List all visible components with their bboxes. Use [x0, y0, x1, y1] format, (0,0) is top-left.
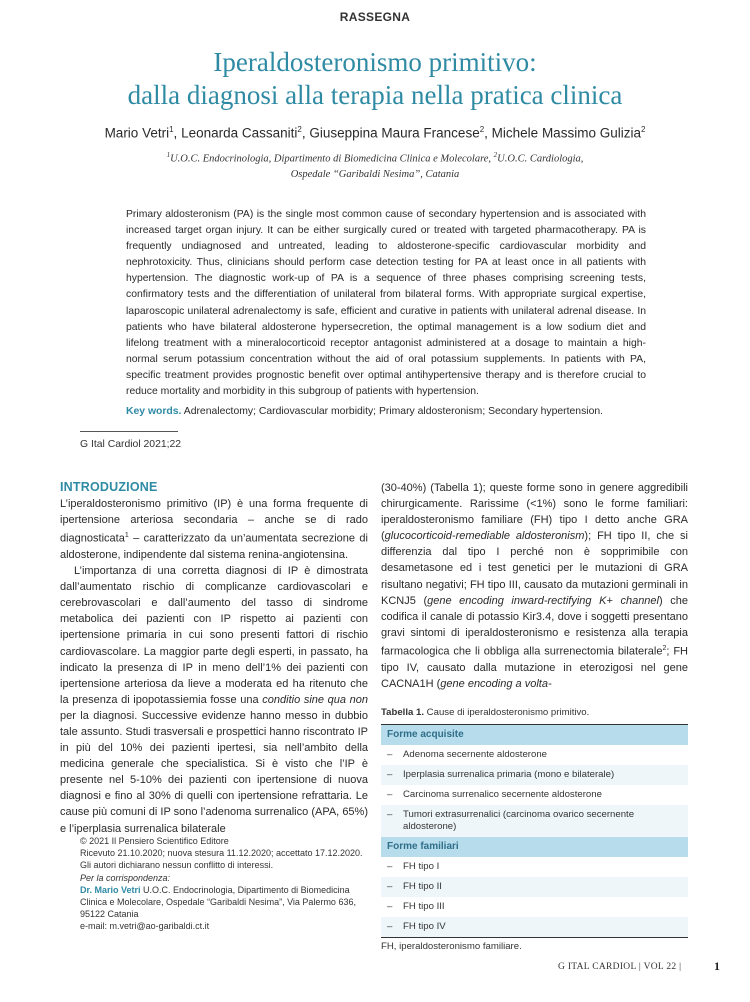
- author-name: Mario Vetri: [104, 125, 170, 141]
- journal-footer: G ITAL CARDIOL | VOL 22 |: [558, 962, 682, 972]
- corresponding-author: Dr. Mario Vetri: [80, 884, 141, 895]
- right-column: [381, 480, 688, 692]
- section-heading: INTRODUZIONE: [60, 480, 158, 494]
- affiliation-text: U.O.C. Cardiologia,: [497, 153, 584, 165]
- author-affiliation-mark: 2: [479, 125, 485, 134]
- author-affiliation-mark: 1: [169, 125, 174, 134]
- table-group-header: Forme familiari: [381, 837, 688, 857]
- author-name: Giuseppina Maura Francese: [309, 125, 480, 141]
- received-dates: Ricevuto 21.10.2020; nuova stesura 11.12.2020; accettato 17.12.2020.: [80, 848, 363, 859]
- affiliation-mark: 2: [493, 151, 498, 159]
- table-row: – FH tipo II: [381, 877, 688, 897]
- paragraph: (30-40%) (Tabella 1); queste forme sono in genere aggredibili chirurgicamente. Rarissime (<1%) sono le forme familiari: iperaldosteronismo familiare (FH) tipo I detto anche GRA (glucocorticoid-remediable aldosteronism); FH tipo II, che si differenzia dal tipo I perché non è sopprimibile con desametasone ed i test genetici per le mutazioni di GRA risultano negativi; FH tipo III, causato da mutazioni germinali in KCNJ5 (gene encoding inward-rectifying K+ channel) che codifica il canale di potassio Kir3.4, dove i soggetti presentano gravi sintomi di iperaldosteronismo e resistenza alla terapia farmacologica che li obbliga alla surrenectomia bilaterale$^2$; FH tipo IV, causato dalla mutazione in eterozigosi nel gene CACNA1H (gene encoding a volta-: [381, 482, 689, 690]
- table-group-header: Forme acquisite: [381, 725, 688, 745]
- keywords: [126, 404, 666, 420]
- body-text: [60, 496, 368, 837]
- table-row: – Tumori extrasurrenalici (carcinoma ovarico secernente aldosterone): [381, 805, 688, 837]
- author-list: Mario Vetri$^1$, Leonarda Cassaniti$^2$, Giuseppina Maura Francese$^2$, Michele Massimo Gulizia$^2$: [104, 125, 646, 141]
- abstract: Primary aldosteronism (PA) is the single most common cause of secondary hypertension and is associated with increased target organ injury. It can be either surgically cured or treated with targeted pharmacotherapy. PA is frequently undiagnosed and untreated, leading to aldosterone-specific cardiovascular morbidity and nephrotoxicity. Thus, clinicians should perform case detection testing for PA at least once in all patients with hypertension. The diagnostic work-up of PA is a sequence of three phases comprising screening tests, confirmatory tests and the differentiation of unilateral from bilateral forms. With appropriate surgical expertise, laparoscopic unilateral adrenalectomy is safe, efficient and curative in patients with unilateral adrenal disease. In patients who have bilateral aldosterone hypersecretion, the optimal management is a low sodium diet and lifelong treatment with a mineralocorticoid receptor antagonist administered at a dosage to maintain a high-normal serum potassium concentration without the aid of oral potassium supplements. In patients with PA, specific treatment provides prognostic benefit over optimal antihypertensive therapy and is therefore crucial to reduce mortality and morbidity in this subgroup of patients with hypertension.: [126, 209, 646, 398]
- conflict-statement: Gli autori dichiarano nessun conflitto di interessi.: [80, 860, 274, 871]
- correspondence-email[interactable]: e-mail: m.vetri@ao-garibaldi.ct.it: [80, 921, 210, 932]
- title-line-2: dalla diagnosi alla terapia nella pratica clinica: [127, 80, 623, 110]
- paragraph: L’importanza di una corretta diagnosi di IP è dimostrata dall’aumentato rischio di complicanze cardiovascolari e cerebrovascolari e dall’aumento del tasso di sindrome metabolica dei pazienti con IP rispetto ai pazienti con ipertensione primaria in cui sono presenti fattori di rischio cardiovascolare. La maggior parte degli esperti, in passato, ha indicato la presenza di IP in meno dell’1% dei pazienti con ipertensione arteriosa da lieve a moderata ed ha ritenuto che la presenza di ipopotassiemia fosse una conditio sine qua non per la diagnosi. Successive evidenze hanno messo in dubbio tale assunto. Studi trasversali e prospettici hanno riscontrato IP in più del 10% dei pazienti ipertesi, sia nell’ambito della medicina generale che specialistica. Si è visto che l’IP è presente nel 5-10% dei pazienti con ipertensione di nuova diagnosi e fino al 30% di quelli con ipertensione refrattaria. Le cause più comuni di IP sono l’adenoma surrenalico (APA, 65%) e l’iperplasia surrenalica bilaterale: [60, 565, 368, 835]
- left-column: [60, 480, 368, 837]
- author-name: Michele Massimo Gulizia: [491, 125, 641, 141]
- page-number: 1: [714, 959, 720, 973]
- author-affiliation-mark: 2: [640, 125, 646, 134]
- article-footnote: [80, 835, 370, 933]
- section-label: RASSEGNA: [339, 10, 411, 24]
- paragraph: L’iperaldosteronismo primitivo (IP) è una forma frequente di ipertensione arteriosa secondaria – anche se di rado diagnosticata$^1$ – caratterizzato da un’aumentata secrezione di aldosterone, indipendente dal sistema renina-angiotensina.: [60, 498, 368, 561]
- author-name: Leonarda Cassaniti: [181, 125, 298, 141]
- table-title: Tabella 1. Cause di iperaldosteronismo primitivo.: [381, 707, 590, 718]
- table-row: – Adenoma secernente aldosterone: [387, 749, 548, 760]
- keywords-text: Adrenalectomy; Cardiovascular morbidity; Primary aldosteronism; Secondary hypertension.: [183, 406, 604, 417]
- table-row: – Carcinoma surrenalico secernente aldosterone: [387, 789, 602, 800]
- article-title: [0, 46, 750, 112]
- table-row: – FH tipo I: [387, 861, 440, 872]
- table-row: – Iperplasia surrenalica primaria (mono e bilaterale): [381, 765, 688, 785]
- citation: G Ital Cardiol 2021;22: [80, 439, 182, 450]
- table-1: [381, 707, 688, 952]
- table-row: – FH tipo III: [387, 901, 445, 912]
- keywords-label: Key words.: [126, 406, 182, 417]
- copyright: © 2021 Il Pensiero Scientifico Editore: [80, 836, 229, 846]
- affiliation-text: Ospedale “Garibaldi Nesima”, Catania: [290, 168, 460, 180]
- author-affiliation-mark: 2: [297, 125, 302, 134]
- correspondence-label: Per la corrispondenza:: [80, 872, 171, 883]
- body-text: [381, 480, 688, 692]
- title-line-1: Iperaldosteronismo primitivo:: [213, 47, 537, 77]
- correspondence-address: Dr. Mario Vetri U.O.C. Endocrinologia, Dipartimento di Biomedicina Clinica e Molecolare, Ospedale “Garibaldi Nesima”, Via Palermo 636, 95122 Catania: [80, 884, 356, 920]
- table-rule: [381, 937, 688, 938]
- table-row: – FH tipo IV: [381, 917, 688, 937]
- affiliations: [0, 148, 750, 182]
- citation-divider: [80, 431, 178, 432]
- table-footnote: FH, iperaldosteronismo familiare.: [381, 941, 522, 952]
- affiliation-mark: 1: [166, 151, 171, 159]
- affiliation-text: U.O.C. Endocrinologia, Dipartimento di Biomedicina Clinica e Molecolare,: [170, 153, 492, 165]
